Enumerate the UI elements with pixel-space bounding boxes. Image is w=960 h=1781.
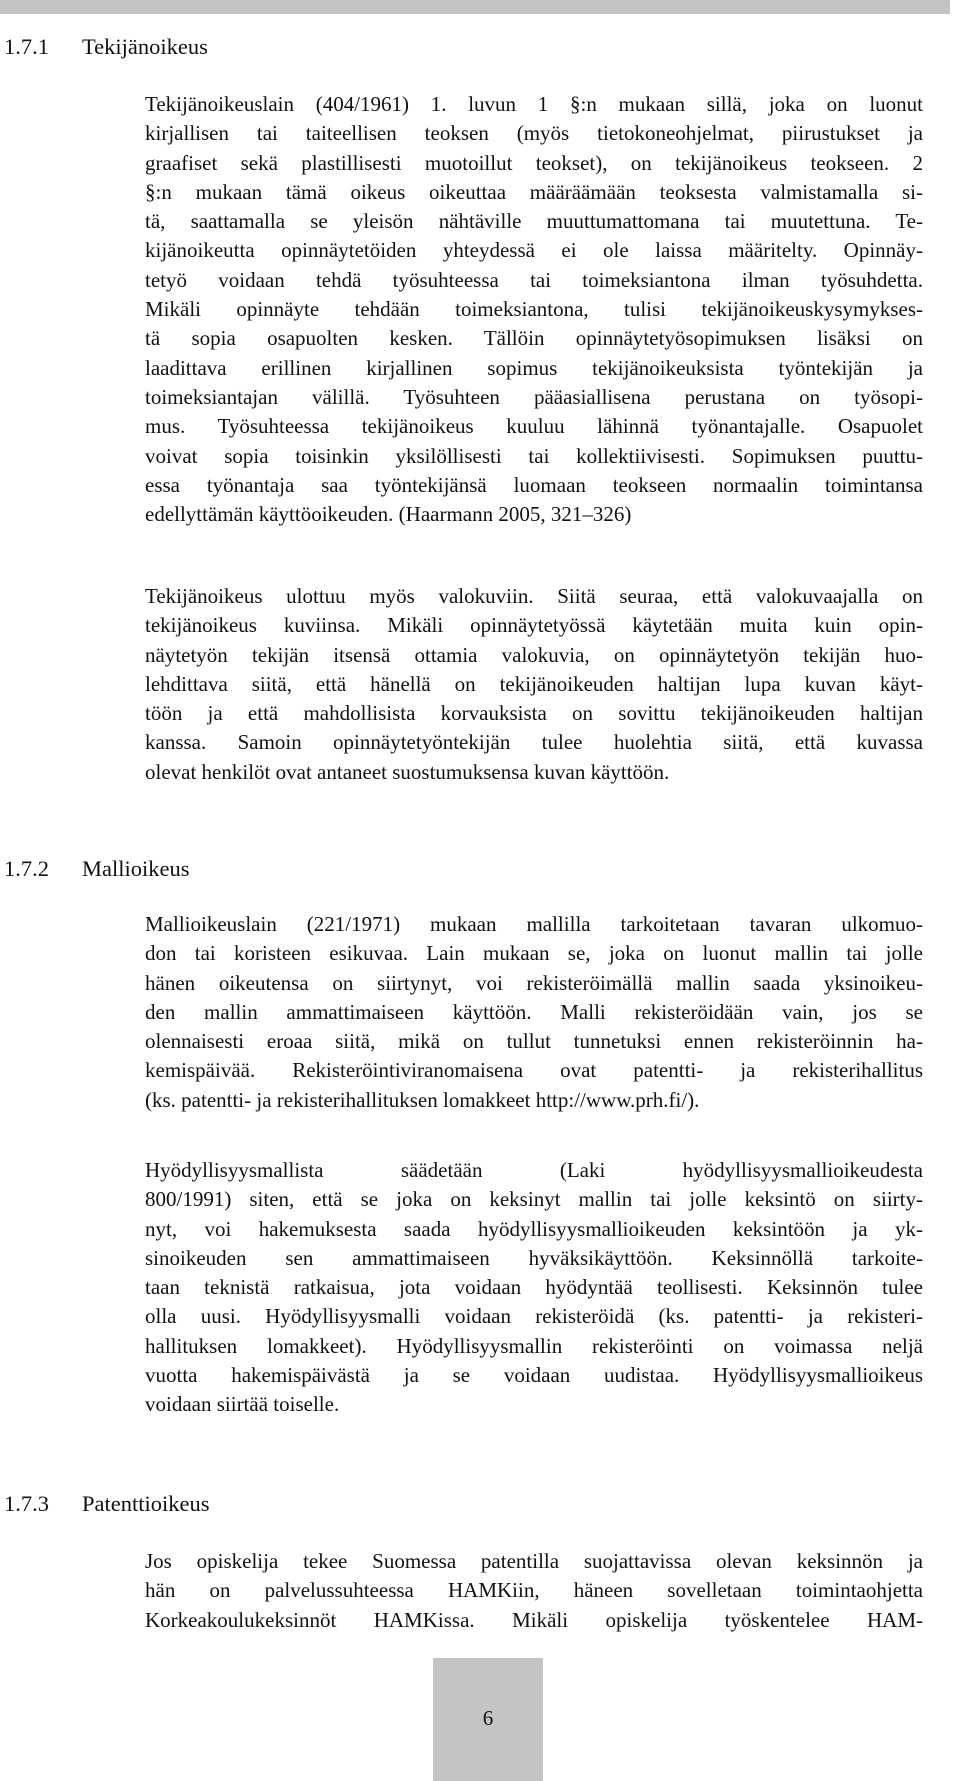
text-line: näytetyön tekijän itsensä ottamia valokuvia, on opinnäytetyön tekijän huo-: [145, 642, 923, 667]
paragraph: [145, 1156, 923, 1420]
text-line: essa työnantaja saa työntekijänsä luomaan teokseen normaalin toimintansa: [145, 472, 923, 497]
text-line: (ks. patentti- ja rekisterihallituksen lomakkeet http://www.prh.fi/).: [145, 1087, 700, 1112]
text-line: laadittava erillinen kirjallinen sopimus tekijänoikeuksista työntekijän ja: [145, 355, 923, 380]
text-line: toimeksiantajan välillä. Työsuhteen pääasiallisena perustana on työsopi-: [145, 384, 923, 409]
text-line: Korkeakoulukeksinnöt HAMKissa. Mikäli opiskelija työskentelee HAM-: [145, 1607, 923, 1632]
text-line: kemispäivää. Rekisteröintiviranomaisena ovat patentti- ja rekisterihallitus: [145, 1058, 923, 1083]
section-number: 1.7.2: [4, 856, 49, 881]
text-line: Tekijänoikeuslain (404/1961) 1. luvun 1 §:n mukaan sillä, joka on luonut: [145, 92, 923, 116]
text-line: don tai koristeen esikuvaa. Lain mukaan se, joka on luonut mallin tai jolle: [145, 941, 923, 966]
paragraph: [145, 1547, 923, 1635]
section-heading-tekijanoikeus: [4, 32, 208, 62]
text-line: töön ja että mahdollisista korvauksista on sovittu tekijänoikeuden haltijan: [145, 701, 923, 726]
text-line: edellyttämän käyttöoikeuden. (Haarmann 2005, 321–326): [145, 502, 632, 527]
text-line: graafiset sekä plastillisesti muotoillut teokset), on tekijänoikeus teokseen. 2: [145, 150, 923, 175]
text-line: Mallioikeuslain (221/1971) mukaan mallilla tarkoitetaan tavaran ulkomuo-: [145, 912, 923, 936]
text-line: kijänoikeutta opinnäytetöiden yhteydessä ei ole laissa määritelty. Opinnäy-: [145, 238, 923, 263]
page-number: 6: [482, 1706, 494, 1730]
header-rule: [0, 0, 950, 14]
text-line: hän on palvelussuhteessa HAMKiin, häneen sovelletaan toimintaohjetta: [145, 1578, 923, 1603]
section-title: Tekijänoikeus: [82, 34, 208, 59]
section-number: 1.7.3: [4, 1491, 49, 1516]
section-heading-patenttioikeus: [4, 1489, 210, 1519]
page-number-box: [433, 1658, 543, 1781]
text-line: lehdittava siitä, että hänellä on tekijänoikeuden haltijan lupa kuvan käyt-: [145, 671, 923, 696]
text-line: voidaan siirtää toiselle.: [145, 1392, 340, 1417]
text-line: Tekijänoikeus ulottuu myös valokuviin. Siitä seuraa, että valokuvaajalla on: [145, 584, 923, 608]
text-line: tä sopia osapuolten kesken. Tällöin opinnäytetyösopimuksen lisäksi on: [145, 326, 923, 351]
text-line: olennaisesti eroaa siitä, mikä on tullut tunnetuksi ennen rekisteröinnin ha-: [145, 1029, 923, 1054]
text-line: kanssa. Samoin opinnäytetyöntekijän tulee huolehtia siitä, että kuvassa: [145, 730, 923, 755]
text-line: den mallin ammattimaiseen käyttöön. Malli rekisteröidään vain, jos se: [145, 999, 923, 1024]
text-line: sinoikeuden sen ammattimaiseen hyväksikäyttöön. Keksinnöllä tarkoite-: [145, 1245, 923, 1270]
text-line: voivat sopia toisinkin yksilöllisesti tai kollektiivisesti. Sopimuksen puuttu-: [145, 443, 923, 468]
paragraph: [145, 582, 923, 787]
paragraph: [145, 90, 923, 529]
text-line: olevat henkilöt ovat antaneet suostumuksensa kuvan käyttöön.: [145, 759, 670, 784]
section-title: Mallioikeus: [82, 856, 190, 881]
text-line: 800/1991) siten, että se joka on keksinyt mallin tai jolle keksintö on siirty-: [145, 1187, 923, 1212]
text-line: nyt, voi hakemuksesta saada hyödyllisyysmallioikeuden keksintöön ja yk-: [145, 1216, 923, 1241]
text-line: Jos opiskelija tekee Suomessa patentilla suojattavissa olevan keksinnön ja: [145, 1549, 923, 1573]
section-title: Patenttioikeus: [82, 1491, 210, 1516]
text-line: taan teknistä ratkaisua, jota voidaan hyödyntää teollisesti. Keksinnön tulee: [145, 1275, 923, 1300]
text-line: Hyödyllisyysmallista säädetään (Laki hyödyllisyysmallioikeudesta: [145, 1158, 923, 1182]
text-line: vuotta hakemispäivästä ja se voidaan uudistaa. Hyödyllisyysmallioikeus: [145, 1363, 923, 1388]
text-line: olla uusi. Hyödyllisyysmalli voidaan rekisteröidä (ks. patentti- ja rekisteri-: [145, 1304, 923, 1329]
text-line: tä, saattamalla se yleisön nähtäville muuttumattomana tai muutettuna. Te-: [145, 209, 923, 234]
text-line: tekijänoikeus kuviinsa. Mikäli opinnäytetyössä käytetään muita kuin opin-: [145, 613, 923, 638]
text-line: hallituksen lomakkeet). Hyödyllisyysmallin rekisteröinti on voimassa neljä: [145, 1333, 923, 1358]
text-line: §:n mukaan tämä oikeus oikeuttaa määräämään teoksesta valmistamalla si-: [145, 179, 923, 204]
text-line: Mikäli opinnäyte tehdään toimeksiantona, tulisi tekijänoikeuskysymykses-: [145, 297, 923, 322]
paragraph: [145, 910, 923, 1115]
section-number: 1.7.1: [4, 34, 49, 59]
text-line: hänen oikeutensa on siirtynyt, voi rekisteröimällä mallin saada yksinoikeu-: [145, 970, 923, 995]
text-line: tetyö voidaan tehdä työsuhteessa tai toimeksiantona ilman työsuhdetta.: [145, 267, 923, 292]
section-heading-mallioikeus: [4, 854, 190, 884]
text-line: mus. Työsuhteessa tekijänoikeus kuuluu lähinnä työnantajalle. Osapuolet: [145, 414, 923, 439]
text-line: kirjallisen tai taiteellisen teoksen (myös tietokoneohjelmat, piirustukset ja: [145, 121, 923, 146]
